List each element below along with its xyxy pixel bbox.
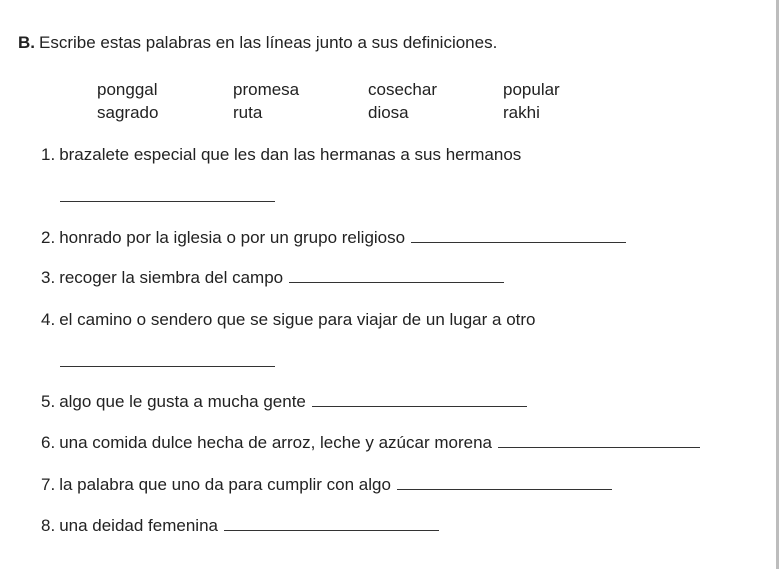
word-bank-item: rakhi	[503, 103, 540, 122]
definition-item	[41, 268, 504, 288]
word-bank-item: ponggal	[97, 80, 158, 99]
item-number: 4.	[41, 310, 56, 329]
word-bank-item: popular	[503, 80, 560, 99]
item-number: 8.	[41, 516, 56, 535]
section-heading	[18, 33, 497, 53]
answer-line[interactable]	[60, 201, 275, 202]
item-number: 1.	[41, 145, 56, 164]
item-number: 7.	[41, 475, 56, 494]
item-number: 6.	[41, 433, 56, 452]
answer-line[interactable]	[312, 392, 527, 407]
definition-item	[41, 145, 521, 165]
answer-line[interactable]	[397, 475, 612, 490]
word-bank-item: promesa	[233, 80, 300, 99]
word-bank-item: cosechar	[368, 80, 437, 99]
item-text: el camino o sendero que se sigue para viajar de un lugar a otro	[59, 310, 536, 329]
word-bank-item: ruta	[233, 103, 263, 122]
word-bank	[97, 78, 583, 124]
answer-line[interactable]	[498, 433, 700, 448]
item-number: 2.	[41, 228, 56, 247]
item-text: una comida dulce hecha de arroz, leche y azúcar morena	[59, 433, 492, 452]
item-text: recoger la siembra del campo	[59, 268, 284, 287]
definition-item	[41, 228, 626, 248]
item-text: algo que le gusta a mucha gente	[59, 392, 306, 411]
definition-item	[41, 475, 612, 495]
definition-item	[41, 310, 536, 330]
section-instruction: Escribe estas palabras en las líneas junto a sus definiciones.	[39, 33, 498, 52]
item-text: honrado por la iglesia o por un grupo religioso	[59, 228, 406, 247]
item-text: brazalete especial que les dan las hermanas a sus hermanos	[59, 145, 522, 164]
item-text: una deidad femenina	[59, 516, 218, 535]
item-number: 5.	[41, 392, 56, 411]
answer-line[interactable]	[289, 268, 504, 283]
word-bank-item: sagrado	[97, 103, 159, 122]
word-bank-item: diosa	[368, 103, 409, 122]
definition-item	[41, 433, 700, 453]
section-letter: B.	[18, 33, 35, 52]
item-text: la palabra que uno da para cumplir con algo	[59, 475, 391, 494]
answer-line[interactable]	[224, 516, 439, 531]
item-number: 3.	[41, 268, 56, 287]
answer-line[interactable]	[60, 366, 275, 367]
definition-item	[41, 516, 439, 536]
answer-line[interactable]	[411, 228, 626, 243]
definition-item	[41, 392, 527, 412]
